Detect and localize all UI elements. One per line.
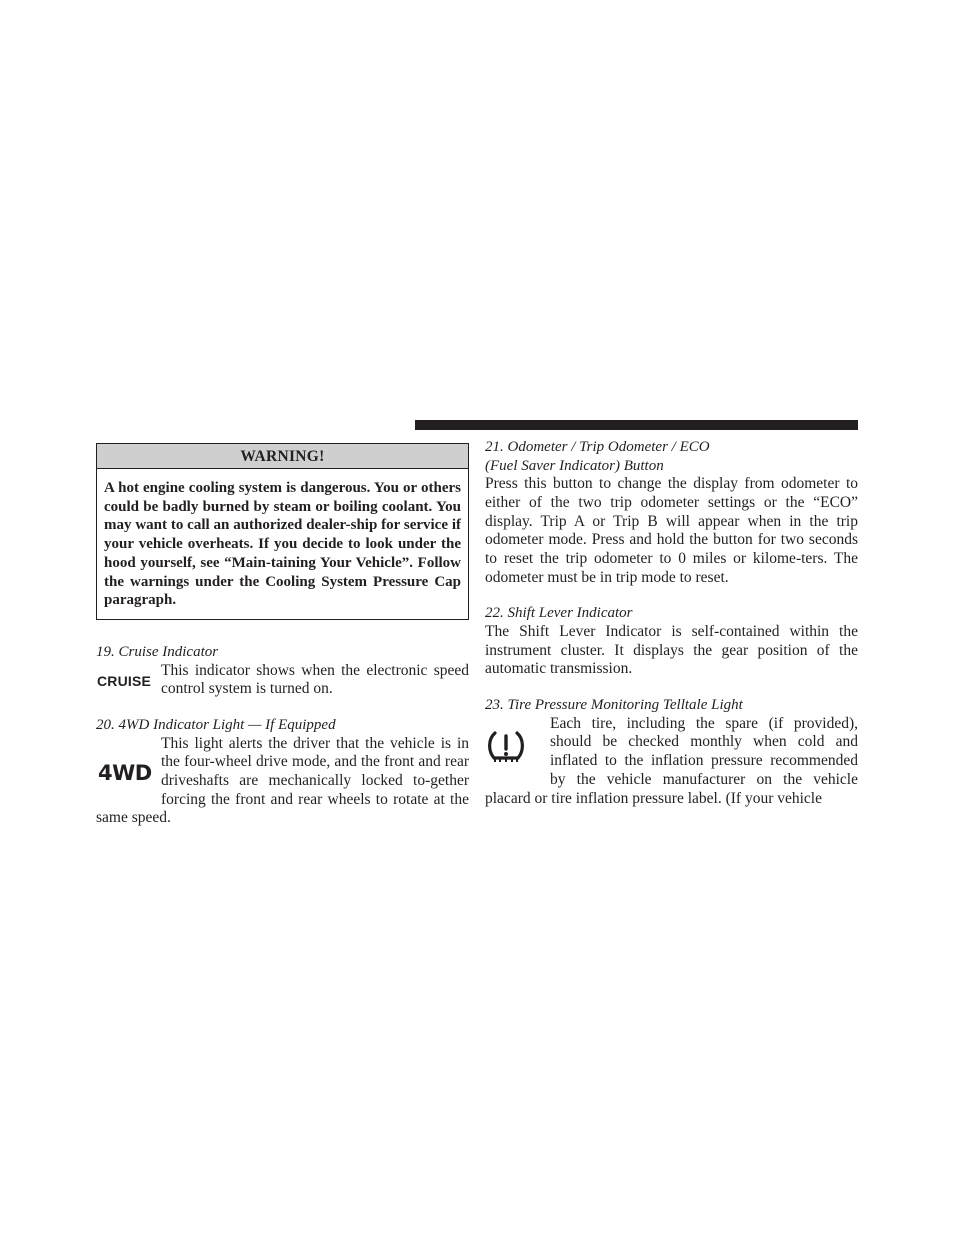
section-header-bar	[415, 420, 858, 430]
left-column	[96, 443, 469, 828]
cruise-indicator-section	[96, 662, 469, 699]
4wd-indicator-text: This light alerts the driver that the vehicle is in the four-wheel drive mode, and the front and rear driveshafts are mechanically locked to-gether forcing the front and rear wheels to rotate at the same speed.	[96, 734, 469, 827]
tire-pressure-icon-graphic	[485, 727, 527, 767]
warning-box	[96, 443, 469, 620]
tpms-heading: 23. Tire Pressure Monitoring Telltale Light	[485, 697, 743, 714]
4wd-indicator-section	[96, 735, 469, 829]
tpms-text: Each tire, including the spare (if provided), should be checked monthly when cold and inflated to the inflation pressure recommended by the vehicle manufacturer on the vehicle placard or tire inflation pressure label. (If your vehicle	[485, 714, 858, 807]
warning-text: A hot engine cooling system is dangerous. You or others could be badly burned by steam or boiling coolant. You may want to call an authorized dealer-ship for service if your vehicle overheats. If you decide to look under the hood yourself, see “Main-taining Your Vehicle”. Follow the warnings under the Cooling System Pressure Cap paragraph.	[104, 480, 461, 609]
cruise-indicator-icon	[96, 662, 161, 700]
cruise-indicator-text: This indicator shows when the electronic speed control system is turned on.	[161, 661, 469, 698]
shift-lever-text: The Shift Lever Indicator is self-contained within the instrument cluster. It displays the gear position of the automatic transmission.	[485, 623, 858, 678]
right-column	[485, 438, 858, 808]
odometer-text: Press this button to change the display from odometer to either of the two trip odometer settings or the “ECO” display. Trip A or Trip B will appear when in the trip odometer mode. Press and hold the button for two seconds to reset the trip odometer to 0 miles or kilome-ters. The odometer must be in trip mode to reset.	[485, 475, 858, 586]
tpms-section	[485, 715, 858, 809]
warning-title: WARNING!	[97, 444, 468, 469]
odometer-heading-line2: (Fuel Saver Indicator) Button	[485, 457, 664, 474]
cruise-icon-label: CRUISE	[97, 672, 152, 689]
tire-pressure-warning-icon	[485, 719, 550, 775]
cruise-indicator-heading: 19. Cruise Indicator	[96, 643, 219, 660]
4wd-icon-label: 4WD	[98, 760, 152, 785]
shift-lever-heading: 22. Shift Lever Indicator	[485, 605, 633, 622]
odometer-heading-line1: 21. Odometer / Trip Odometer / ECO	[485, 439, 710, 455]
4wd-indicator-icon	[96, 745, 161, 801]
4wd-indicator-heading: 20. 4WD Indicator Light — If Equipped	[96, 716, 336, 733]
